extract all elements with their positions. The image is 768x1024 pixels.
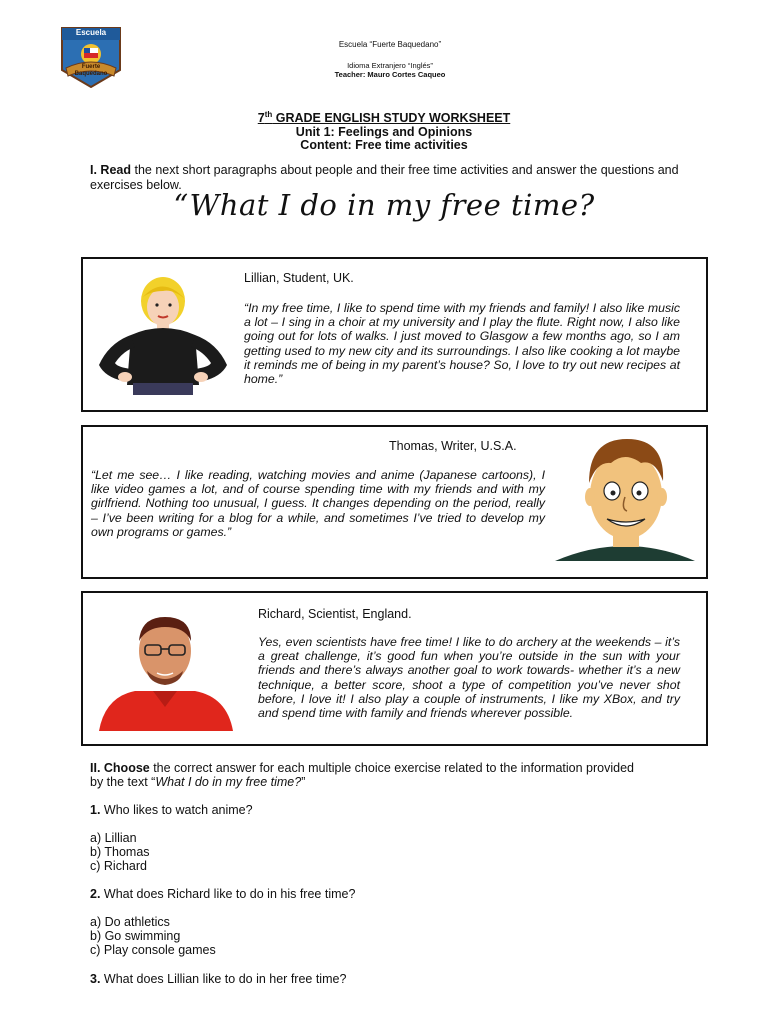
title-line1: GRADE ENGLISH STUDY WORKSHEET [272, 111, 511, 126]
logo-text-bottom: Fuerte Baquedano [74, 64, 108, 77]
question-text: What does Lillian like to do in her free time? [100, 972, 347, 986]
school-name: Escuela “Fuerte Baquedano” [338, 40, 442, 49]
richard-illustration [95, 611, 237, 731]
person-card-richard [81, 591, 708, 746]
worksheet-title [0, 108, 768, 153]
lillian-paragraph: “In my free time, I like to spend time with my friends and family! I also like music a lot – I sing in a choir at my university and I play the flute. Right now, I also like going out for lots of walks. I just moved to Glasgow a few months ago, so I am getting used to my new city and its surroundings. I also like cooking a lot maybe it reminds me of being in my parent’s house? So, I love to try out new recipes at home.” [244, 301, 680, 387]
section2-instructions [90, 761, 650, 789]
section2-text: the correct answer for each multiple choice exercise related to the information provided by the text “ [90, 761, 635, 789]
richard-paragraph: Yes, even scientists have free time! I like to do archery at the weekends – it’s a great challenge, it’s good fun when you’re outside in the sun with your friends and there’s always another goal to work towards- whether it’s a new technique, a better score, shoot a type of competition you’ve never shot before, I love it! I also play a couple of instruments, I like my XBox, and try and spend time with family and friends wherever possible. [258, 635, 680, 721]
option-1b[interactable]: b) Thomas [90, 845, 150, 859]
question-number: 3. [90, 972, 101, 986]
question-number: 1. [90, 803, 101, 817]
question-1 [90, 803, 253, 817]
section2-label: II. Choose [90, 761, 150, 775]
lillian-illustration [93, 273, 233, 398]
section1-text: the next short paragraphs about people and their free time activities and answer the questions and exercises below. [90, 163, 679, 192]
thomas-paragraph: “Let me see… I like reading, watching movies and anime (Japanese cartoons), I like video games a lot, and of course spending time with my friends and with my girlfriend. Nothing too unusual, I guess. It changes depending on the period, really – I’ve been writing for a blog for a while, and sometimes I’ve tried to develop my own programs or games.” [91, 468, 545, 539]
unit-title: Unit 1: Feelings and Opinions [295, 124, 473, 139]
thomas-name: Thomas, Writer, U.S.A. [389, 439, 517, 453]
question-number: 2. [90, 887, 101, 901]
grade-number: 7 [257, 111, 265, 126]
richard-name: Richard, Scientist, England. [258, 607, 412, 621]
reading-title: “What I do in my free time? [173, 188, 595, 222]
section1-label: I. Read [90, 163, 131, 177]
grade-suffix: th [264, 110, 273, 119]
option-2b[interactable]: b) Go swimming [90, 929, 181, 943]
thomas-illustration [555, 433, 695, 561]
subject-name: Idioma Extranjero “Inglés” [347, 61, 433, 70]
person-card-lillian [81, 257, 708, 412]
question-3 [90, 972, 346, 986]
teacher-name: Teacher: Mauro Cortes Caqueo [334, 70, 446, 79]
person-card-thomas [81, 425, 708, 579]
option-2a[interactable]: a) Do athletics [90, 915, 170, 929]
question-text: What does Richard like to do in his free time? [100, 887, 356, 901]
option-2c[interactable]: c) Play console games [90, 943, 216, 957]
school-logo [60, 26, 122, 88]
section2-quote-end: ” [301, 775, 306, 789]
question-2 [90, 887, 355, 901]
option-1a[interactable]: a) Lillian [90, 831, 137, 845]
question-text: Who likes to watch anime? [100, 803, 253, 817]
content-title: Content: Free time activities [300, 138, 468, 153]
logo-text-top: Escuela [75, 28, 107, 37]
option-1c[interactable]: c) Richard [90, 859, 147, 873]
lillian-name: Lillian, Student, UK. [244, 271, 354, 285]
section2-reference: What I do in my free time? [155, 775, 302, 789]
